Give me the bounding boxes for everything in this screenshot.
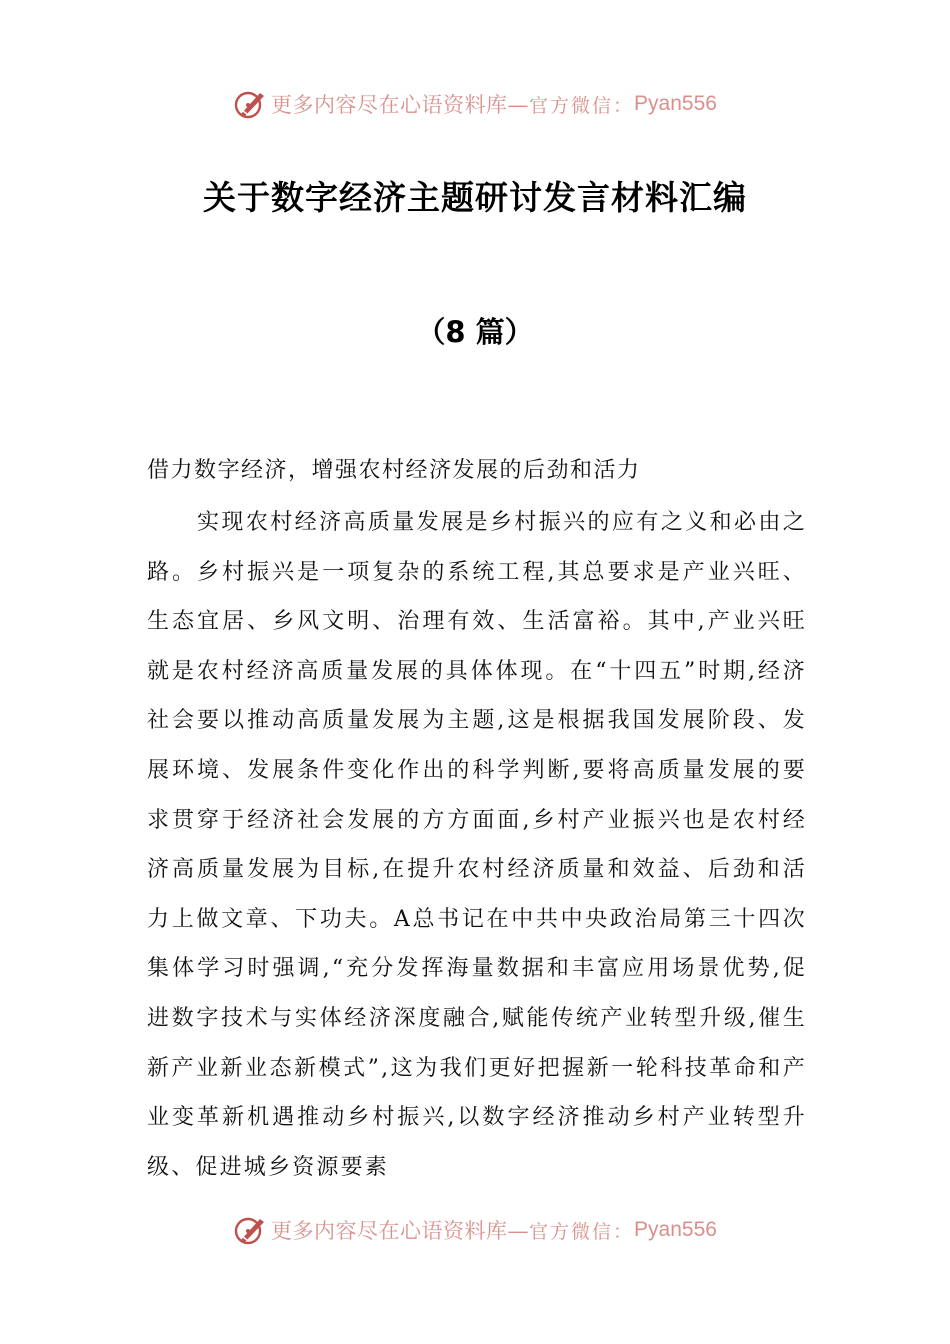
pen-nib-circle-icon [233, 1213, 267, 1247]
header-watermark-banner [0, 84, 950, 124]
pen-nib-circle-icon [233, 87, 267, 121]
banner-text: 更多内容尽在心语资料库— [271, 93, 530, 117]
document-title: 关于数字经济主题研讨发言材料汇编 [203, 178, 747, 217]
banner-wechat-label: 官方微信： [529, 1220, 635, 1243]
article-heading: 借力数字经济，增强农村经济发展的后劲和活力 [147, 458, 641, 483]
footer-watermark-banner [0, 1210, 950, 1250]
banner-text: 更多内容尽在心语资料库— [271, 1219, 530, 1243]
document-count: （8 篇） [416, 315, 534, 349]
body-paragraph: 实现农村经济高质量发展是乡村振兴的应有之义和必由之路。乡村振兴是一项复杂的系统工程,其总要求是产业兴旺、生态宜居、乡风文明、治理有效、生活富裕。其中,产业兴旺就是农村经济高质量发展的具体体现。在“十四五”时期,经济社会要以推动高质量发展为主题,这是根据我国发展阶段、发展环境、发展条件变化作出的科学判断,要将高质量发展的要求贯穿于经济社会发展的方方面面,乡村产业振兴也是农村经济高质量发展为目标,在提升农村经济质量和效益、后劲和活力上做文章、下功夫。A总书记在中共中央政治局第三十四次集体学习时强调,“充分发挥海量数据和丰富应用场景优势,促进数字技术与实体经济深度融合,赋能传统产业转型升级,催生新产业新业态新模式”,这为我们更好把握新一轮科技革命和产业变革新机遇推动乡村振兴,以数字经济推动乡村产业转型升级、促进城乡资源要素 [147, 510, 807, 1180]
banner-wechat-label: 官方微信： [529, 94, 635, 117]
banner-wechat-id: Pyan556 [634, 92, 717, 115]
banner-wechat-id: Pyan556 [634, 1218, 717, 1241]
